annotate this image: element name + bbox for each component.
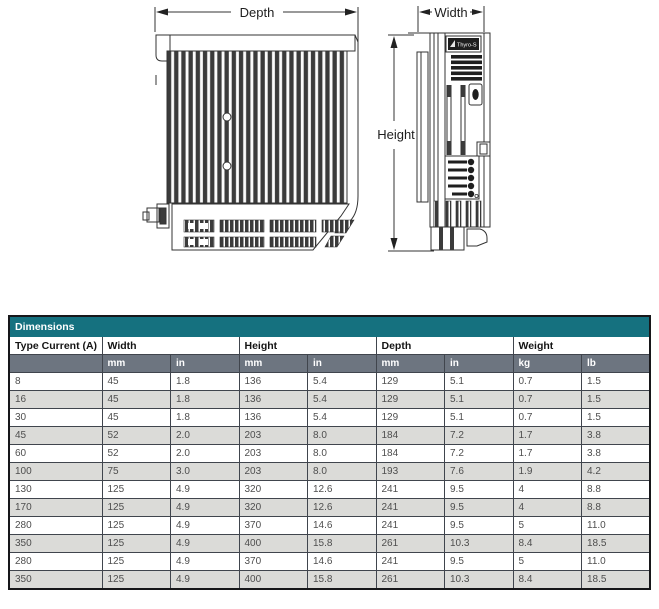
table-cell: 5.4	[308, 391, 377, 409]
table-cell: 370	[239, 553, 308, 571]
table-row	[9, 409, 650, 427]
table-cell: 129	[376, 409, 445, 427]
table-cell: 0.7	[513, 373, 582, 391]
table-cell: 0.7	[513, 409, 582, 427]
table-row	[9, 535, 650, 553]
table-cell: 261	[376, 571, 445, 590]
table-cell: 45	[102, 373, 171, 391]
table-cell: 370	[239, 517, 308, 535]
table-cell: 52	[102, 445, 171, 463]
table-cell: 184	[376, 427, 445, 445]
screw-terminal	[143, 204, 169, 228]
table-cell: 2.0	[171, 427, 240, 445]
unit-cell: in	[308, 355, 377, 373]
table-cell: 125	[102, 535, 171, 553]
table-cell: 18.5	[582, 571, 651, 590]
table-cell: 45	[102, 391, 171, 409]
table-cell: 15.8	[308, 535, 377, 553]
bottom-terminals	[434, 201, 481, 227]
table-cell: 5	[513, 517, 582, 535]
unit-cell: in	[171, 355, 240, 373]
table-row	[9, 463, 650, 481]
table-cell: 1.8	[171, 391, 240, 409]
table-cell: 3.8	[582, 427, 651, 445]
terminal-strip-row	[184, 237, 316, 247]
table-cell: 100	[9, 463, 102, 481]
front-channels	[447, 85, 465, 155]
col-depth: Depth	[376, 337, 513, 355]
fin-hole	[223, 162, 231, 170]
table-cell: 8.4	[513, 571, 582, 590]
table-cell: 125	[102, 571, 171, 590]
table-cell: 4.9	[171, 517, 240, 535]
table-cell: 11.0	[582, 553, 651, 571]
table-cell: 8.0	[308, 445, 377, 463]
table-group-header-row	[9, 337, 650, 355]
table-cell: 1.9	[513, 463, 582, 481]
table-cell: 4.9	[171, 481, 240, 499]
table-cell: 60	[9, 445, 102, 463]
table-cell: 10.3	[445, 535, 514, 553]
table-cell: 52	[102, 427, 171, 445]
table-cell: 320	[239, 481, 308, 499]
table-cell: 241	[376, 517, 445, 535]
table-row	[9, 571, 650, 590]
table-cell: 45	[102, 409, 171, 427]
table-cell: 45	[9, 427, 102, 445]
table-cell: 125	[102, 481, 171, 499]
table-cell: 4.2	[582, 463, 651, 481]
table-cell: 8.0	[308, 427, 377, 445]
table-cell: 18.5	[582, 535, 651, 553]
side-view	[143, 7, 358, 250]
back-plate	[417, 52, 428, 202]
height-dimension	[388, 35, 434, 251]
table-cell: 203	[239, 463, 308, 481]
table-cell: 8.8	[582, 481, 651, 499]
table-cell: 1.7	[513, 427, 582, 445]
table-row	[9, 391, 650, 409]
table-cell: 184	[376, 445, 445, 463]
depth-label: Depth	[239, 5, 275, 20]
table-row	[9, 445, 650, 463]
table-row	[9, 481, 650, 499]
unit-cell: in	[445, 355, 514, 373]
table-cell: 1.5	[582, 409, 651, 427]
table-cell: 8.8	[582, 499, 651, 517]
table-cell: 125	[102, 517, 171, 535]
table-title-row	[9, 316, 650, 337]
table-cell: 15.8	[308, 571, 377, 590]
table-cell: 4.9	[171, 535, 240, 553]
unit-cell: mm	[102, 355, 171, 373]
table-cell: 400	[239, 571, 308, 590]
table-cell: 125	[102, 499, 171, 517]
table-cell: 170	[9, 499, 102, 517]
table-cell: 136	[239, 391, 308, 409]
table-cell: 3.0	[171, 463, 240, 481]
table-cell: 9.5	[445, 553, 514, 571]
bottom-block	[431, 227, 464, 250]
table-cell: 14.6	[308, 553, 377, 571]
table-units-row	[9, 355, 650, 373]
unit-cell: mm	[239, 355, 308, 373]
table-cell: 9.5	[445, 481, 514, 499]
table-cell: 129	[376, 373, 445, 391]
table-cell: 193	[376, 463, 445, 481]
table-cell: 2.0	[171, 445, 240, 463]
table-cell: 3.8	[582, 445, 651, 463]
unit-cell: lb	[582, 355, 651, 373]
table-cell: 16	[9, 391, 102, 409]
table-cell: 241	[376, 499, 445, 517]
table-cell: 14.6	[308, 517, 377, 535]
table-cell: 1.5	[582, 373, 651, 391]
table-cell: 12.6	[308, 481, 377, 499]
table-cell: 350	[9, 571, 102, 590]
table-cell: 7.2	[445, 445, 514, 463]
table-cell: 130	[9, 481, 102, 499]
table-cell: 5.4	[308, 373, 377, 391]
table-cell: 203	[239, 427, 308, 445]
led-panel	[445, 156, 479, 199]
unit-cell	[9, 355, 102, 373]
table-cell: 400	[239, 535, 308, 553]
table-cell: 241	[376, 481, 445, 499]
table-cell: 11.0	[582, 517, 651, 535]
bottom-hook	[467, 229, 487, 246]
table-cell: 4	[513, 499, 582, 517]
table-cell: 7.2	[445, 427, 514, 445]
table-row	[9, 373, 650, 391]
outer-edge	[350, 57, 358, 221]
table-cell: 136	[239, 373, 308, 391]
table-cell: 5.1	[445, 391, 514, 409]
table-cell: 1.5	[582, 391, 651, 409]
table-cell: 8.0	[308, 463, 377, 481]
table-title: Dimensions	[9, 316, 650, 337]
table-cell: 1.7	[513, 445, 582, 463]
heatsink-fins	[167, 51, 347, 203]
table-cell: 8	[9, 373, 102, 391]
top-cap	[170, 35, 355, 51]
table-cell: 129	[376, 391, 445, 409]
table-cell: 4.9	[171, 571, 240, 590]
table-cell: 261	[376, 535, 445, 553]
table-cell: 8.4	[513, 535, 582, 553]
table-cell: 280	[9, 517, 102, 535]
table-cell: 136	[239, 409, 308, 427]
table-cell: 30	[9, 409, 102, 427]
unit-cell: kg	[513, 355, 582, 373]
col-type-current: Type Current (A)	[9, 337, 102, 355]
table-cell: 0.7	[513, 391, 582, 409]
table-body	[9, 373, 650, 590]
table-row	[9, 553, 650, 571]
unit-cell: mm	[376, 355, 445, 373]
table-cell: 5.4	[308, 409, 377, 427]
table-cell: 280	[9, 553, 102, 571]
table-cell: 4.9	[171, 499, 240, 517]
table-cell: 1.8	[171, 409, 240, 427]
table-cell: 203	[239, 445, 308, 463]
fin-hole	[223, 113, 231, 121]
table-cell: 1.8	[171, 373, 240, 391]
table-cell: 4.9	[171, 553, 240, 571]
table-cell: 350	[9, 535, 102, 553]
table-cell: 5	[513, 553, 582, 571]
height-label: Height	[377, 127, 415, 142]
vent-slats	[451, 55, 482, 81]
corner-part	[325, 236, 344, 247]
table-cell: 125	[102, 553, 171, 571]
table-cell: 241	[376, 553, 445, 571]
table-cell: 75	[102, 463, 171, 481]
table-cell: 4	[513, 481, 582, 499]
table-row	[9, 427, 650, 445]
table-cell: 320	[239, 499, 308, 517]
table-cell: 12.6	[308, 499, 377, 517]
col-weight: Weight	[513, 337, 650, 355]
dimensions-table	[8, 315, 651, 590]
table-cell: 9.5	[445, 517, 514, 535]
table-cell: 9.5	[445, 499, 514, 517]
col-width: Width	[102, 337, 239, 355]
device-label: Thyro-S	[457, 42, 477, 49]
table-cell: 10.3	[445, 571, 514, 590]
table-row	[9, 517, 650, 535]
table-cell: 7.6	[445, 463, 514, 481]
col-height: Height	[239, 337, 376, 355]
table-cell: 5.1	[445, 409, 514, 427]
table-cell: 5.1	[445, 373, 514, 391]
table-row	[9, 499, 650, 517]
width-label: Width	[434, 5, 468, 20]
